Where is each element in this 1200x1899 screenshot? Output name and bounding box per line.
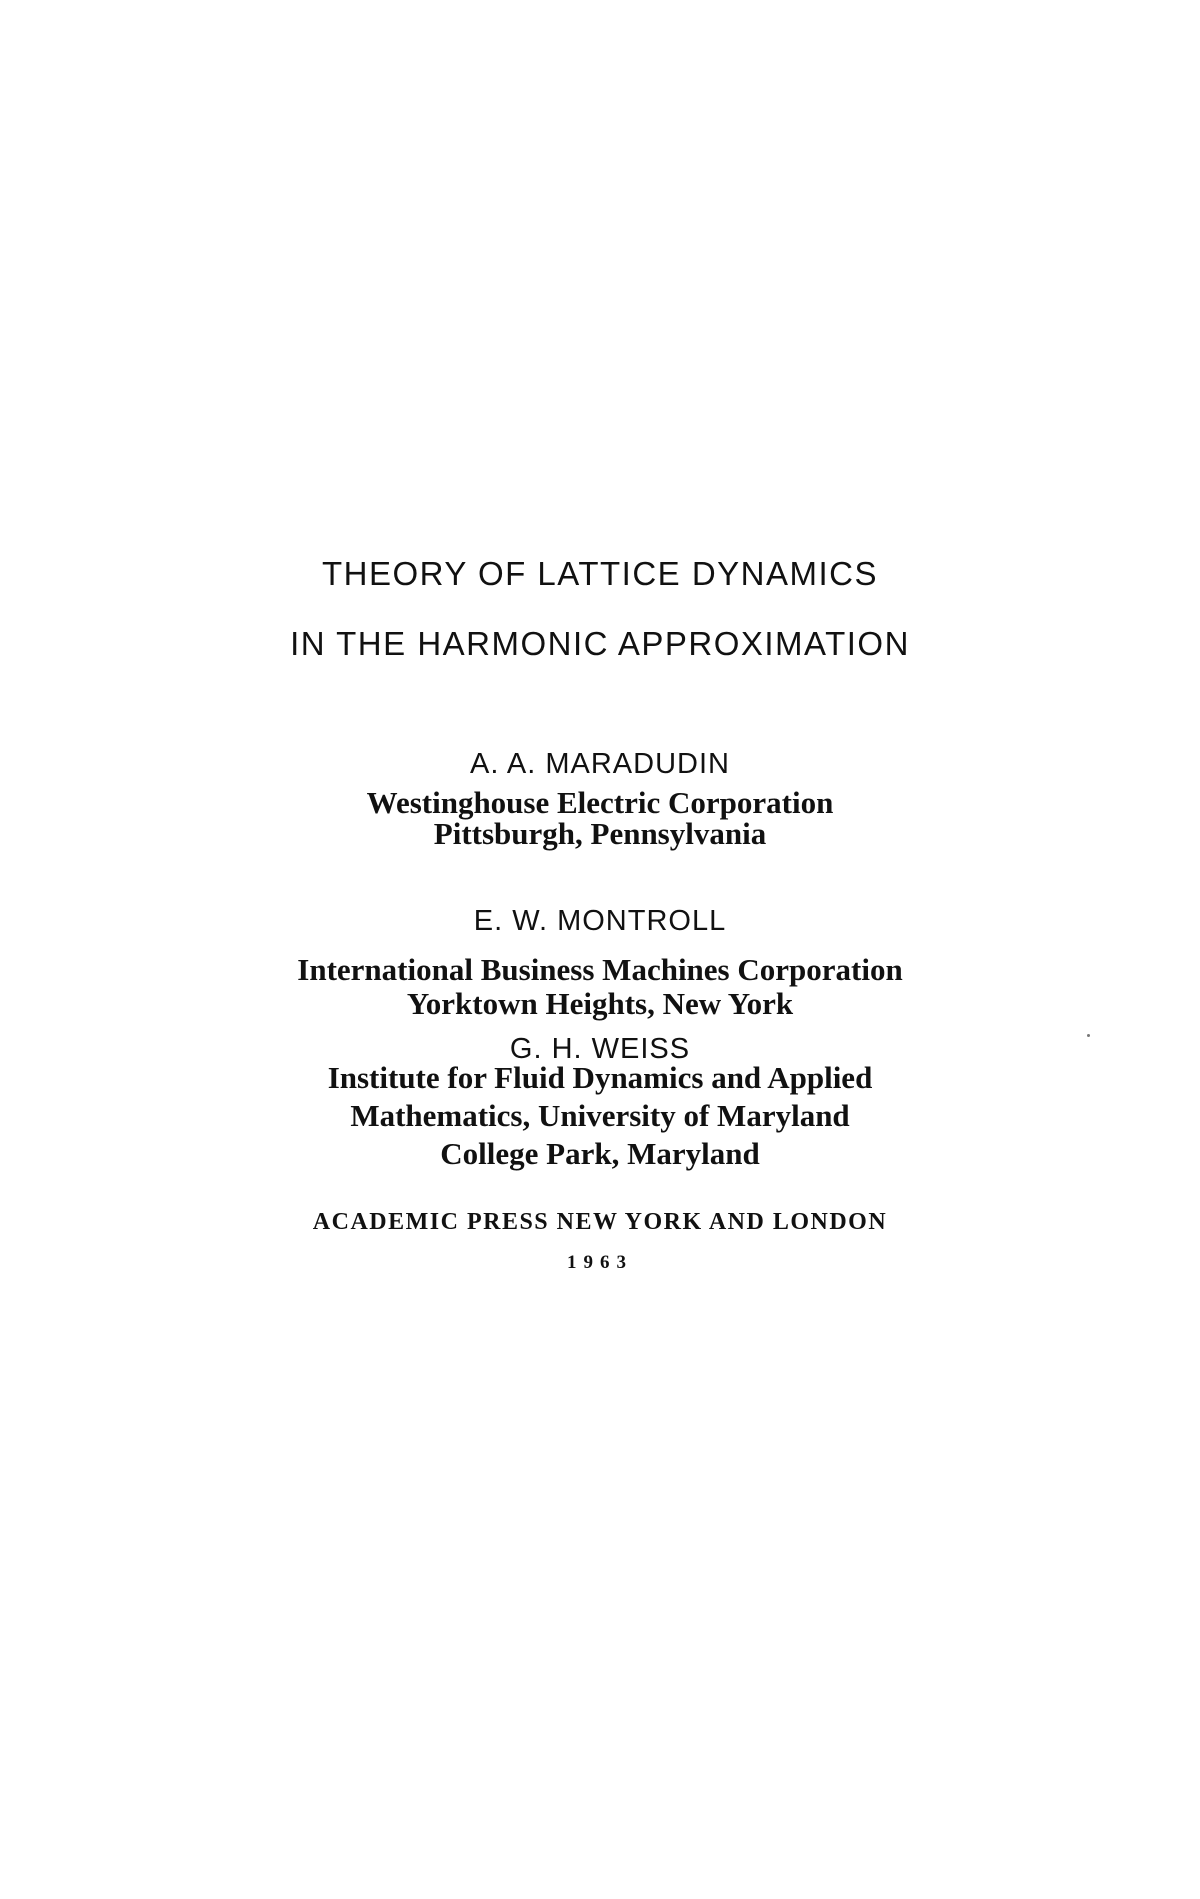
author-affiliation-line: Yorktown Heights, New York (406, 986, 794, 1021)
author-name-maradudin: A. A. MARADUDIN (470, 748, 730, 780)
author-affiliation-line: College Park, Maryland (440, 1136, 760, 1171)
book-title-line-1: THEORY OF LATTICE DYNAMICS (321, 555, 879, 592)
author-name-weiss: G. H. WEISS (509, 1033, 691, 1065)
publication-year: 1963 (567, 1252, 633, 1273)
publisher-imprint: ACADEMIC PRESS NEW YORK AND LONDON (312, 1209, 888, 1235)
author-affiliation-line: Mathematics, University of Maryland (350, 1098, 850, 1133)
author-affiliation-line: Pittsburgh, Pennsylvania (433, 816, 767, 851)
book-title-line-2: IN THE HARMONIC APPROXIMATION (290, 625, 910, 662)
author-affiliation-line: Westinghouse Electric Corporation (366, 785, 834, 820)
author-affiliation-line: Institute for Fluid Dynamics and Applied (327, 1060, 873, 1095)
scan-speck (1087, 1034, 1090, 1037)
author-affiliation-line: International Business Machines Corporation (297, 952, 903, 987)
author-name-montroll: E. W. MONTROLL (473, 905, 727, 937)
